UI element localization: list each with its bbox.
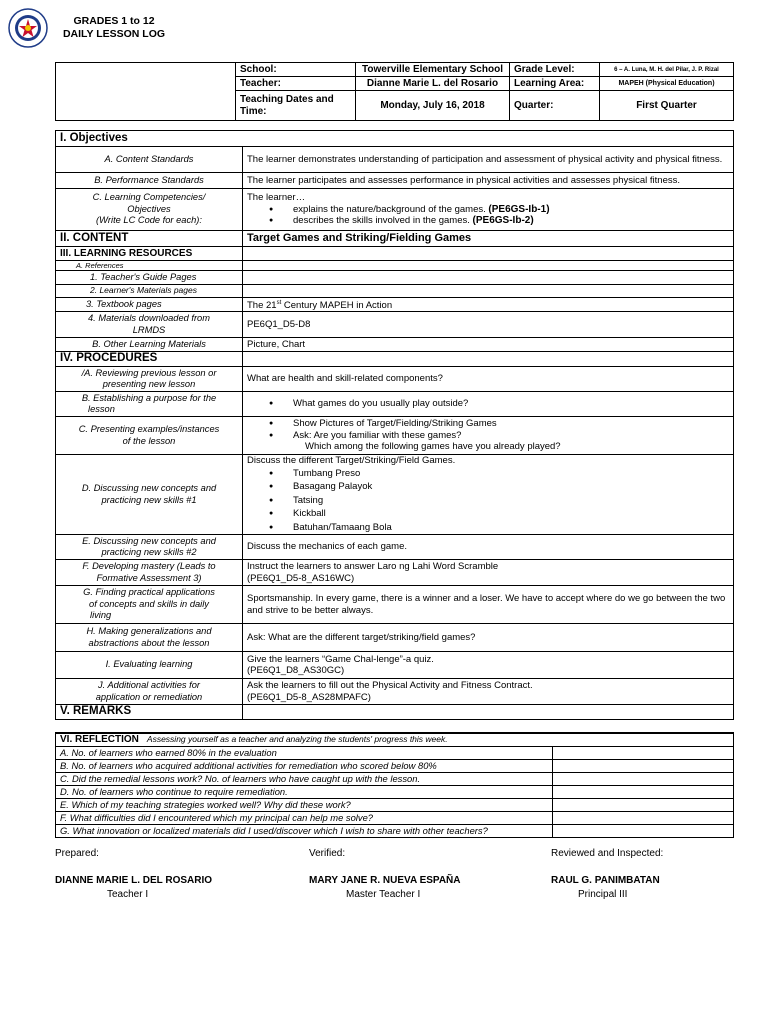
competency-text: explains the nature/background of the games. <box>293 203 486 215</box>
reflection-answer <box>553 772 734 785</box>
prepared-label: Prepared: <box>55 848 99 859</box>
textbook-value-text: The 21 <box>247 299 277 311</box>
remarks-heading: V. REMARKS <box>56 705 243 720</box>
area-value: MAPEH (Physical Education) <box>600 77 734 91</box>
proc-label-line: E. Discussing new concepts and <box>82 535 216 546</box>
references-label: A. References <box>56 261 243 271</box>
proc-e-value: Discuss the mechanics of each game. <box>243 535 734 560</box>
header-logo <box>8 8 48 48</box>
proc-label-line: F. Developing mastery (Leads to <box>82 561 216 572</box>
empty-cell <box>243 705 734 720</box>
reflection-item: C. Did the remedial lessons work? No. of learners who have caught up with the lesson. <box>56 772 553 785</box>
reflection-item: A. No. of learners who earned 80% in the evaluation <box>56 746 553 759</box>
list-item: ● What games do you usually play outside? <box>247 398 729 410</box>
prepared-position: Teacher I <box>107 889 149 900</box>
content-heading: II. CONTENT <box>56 231 243 247</box>
reflection-table <box>55 732 734 838</box>
dates-label: Teaching Dates and Time: <box>236 91 356 121</box>
content-standards-label: A. Content Standards <box>56 147 243 173</box>
proc-label-line: D. Discussing new concepts and <box>81 483 217 494</box>
competencies-value <box>243 189 734 231</box>
proc-e-label <box>56 535 243 560</box>
proc-f-code: (PE6Q1_D5-8_AS16WC) <box>247 572 355 584</box>
lm-pages-label: 2. Learner's Materials pages <box>56 285 243 298</box>
proc-j-value <box>243 679 734 705</box>
tg-pages-label: 1. Teacher's Guide Pages <box>56 271 243 285</box>
proc-label-line: abstractions about the lesson <box>88 637 210 648</box>
reflection-answer <box>553 785 734 798</box>
teacher-value: Dianne Marie L. del Rosario <box>356 77 510 91</box>
competencies-label-line: (Write LC Code for each): <box>96 215 202 226</box>
lesson-table <box>55 130 734 720</box>
proc-j-code: (PE6Q1_D5-8_AS28MPAFC) <box>247 691 371 703</box>
reviewed-label: Reviewed and Inspected: <box>551 848 664 859</box>
proc-j-label <box>56 679 243 705</box>
performance-standards-label: B. Performance Standards <box>56 173 243 189</box>
competencies-label <box>56 189 243 231</box>
title-line2: DAILY LESSON LOG <box>62 28 166 40</box>
list-item: ● Kickball <box>247 507 729 521</box>
lrmds-label <box>56 312 243 338</box>
proc-b-value <box>243 392 734 417</box>
list-item: ● Show Pictures of Target/Fielding/Striking Games <box>247 418 729 430</box>
proc-c-value <box>243 417 734 455</box>
reviewed-position: Principal III <box>578 889 628 900</box>
reflection-answer <box>553 746 734 759</box>
content-standards-value: The learner demonstrates understanding of participation and assessment of physical activity and physical fitness. <box>243 147 734 173</box>
list-item <box>247 215 729 227</box>
textbook-value <box>243 297 734 312</box>
competency-text: describes the skills involved in the games. <box>293 215 470 227</box>
resources-heading: III. LEARNING RESOURCES <box>56 247 243 261</box>
proc-j-line: Ask the learners to fill out the Physical Activity and Fitness Contract. <box>247 680 533 692</box>
proc-h-value: Ask: What are the different target/striking/field games? <box>243 624 734 652</box>
proc-g-label <box>56 586 243 624</box>
list-item <box>247 204 729 216</box>
teacher-label: Teacher: <box>236 77 356 91</box>
proc-label-line: practicing new skills #1 <box>101 494 197 505</box>
grade-label: Grade Level: <box>510 63 600 77</box>
proc-d-label <box>56 455 243 535</box>
reflection-note: Assessing yourself as a teacher and analyzing the students' progress this week. <box>146 734 448 745</box>
proc-b-label <box>56 392 243 417</box>
proc-f-label <box>56 560 243 586</box>
empty-cell <box>243 285 734 298</box>
lrmds-value: PE6Q1_D5-D8 <box>243 312 734 338</box>
school-label: School: <box>236 63 356 77</box>
log-title <box>58 15 170 41</box>
competencies-label-line: Objectives <box>127 203 171 214</box>
proc-d-value <box>243 455 734 535</box>
proc-label-line: H. Making generalizations and <box>86 626 212 637</box>
dates-value: Monday, July 16, 2018 <box>356 91 510 121</box>
reflection-item: E. Which of my teaching strategies worked well? Why did these work? <box>56 798 553 811</box>
reflection-answer <box>553 798 734 811</box>
proc-c-label <box>56 417 243 455</box>
list-item: ● Batuhan/Tamaang Bola <box>247 521 729 535</box>
reflection-answer <box>553 759 734 772</box>
objectives-heading: I. Objectives <box>56 131 734 147</box>
reviewed-name: RAUL G. PANIMBATAN <box>551 875 660 886</box>
proc-label-line: /A. Reviewing previous lesson or <box>81 367 217 378</box>
proc-c-followup: Which among the following games have you already played? <box>305 441 561 453</box>
proc-g-value: Sportsmanship. In every game, there is a winner and a loser. We have to accept where do we go between the two and strive to be better always. <box>243 586 734 624</box>
verified-position: Master Teacher I <box>346 889 421 900</box>
proc-label-line: of concepts and skills in daily <box>89 598 209 609</box>
reflection-item: F. What difficulties did I encountered which my principal can help me solve? <box>56 811 553 824</box>
proc-label-line: J. Additional activities for <box>98 680 200 691</box>
list-item: ● Ask: Are you familiar with these games? <box>247 430 729 442</box>
area-label: Learning Area: <box>510 77 600 91</box>
proc-label-line: C. Presenting examples/instances <box>78 424 220 435</box>
title-line1: GRADES 1 to 12 <box>73 15 155 27</box>
proc-label-line: living <box>90 610 112 621</box>
proc-d-intro: Discuss the different Target/Striking/Field Games. <box>247 455 456 467</box>
reflection-heading <box>56 733 734 746</box>
school-value: Towerville Elementary School <box>356 63 510 77</box>
empty-cell <box>243 247 734 261</box>
header-table <box>55 62 734 121</box>
proc-a-value: What are health and skill-related components? <box>243 367 734 392</box>
quarter-value: First Quarter <box>600 91 734 121</box>
empty-cell <box>243 261 734 271</box>
content-value: Target Games and Striking/Fielding Games <box>243 231 734 247</box>
proc-label-line: of the lesson <box>122 435 176 446</box>
proc-label-line: presenting new lesson <box>102 379 196 390</box>
textbook-value-text: Century MAPEH in Action <box>281 299 393 311</box>
performance-standards-value: The learner participates and assesses performance in physical activities and assesses physical fitness. <box>243 173 734 189</box>
empty-cell <box>243 271 734 285</box>
list-item: ● Tatsing <box>247 494 729 508</box>
deped-seal-icon <box>8 8 48 48</box>
empty-cell <box>243 352 734 367</box>
competency-code: (PE6GS-Ib-2) <box>472 215 534 227</box>
competencies-label-line: C. Learning Competencies/ <box>92 192 206 203</box>
proc-label-line: B. Establishing a purpose for the <box>81 392 217 403</box>
verified-name: MARY JANE R. NUEVA ESPAÑA <box>309 875 461 886</box>
proc-a-label <box>56 367 243 392</box>
lrmds-label-line: 4. Materials downloaded from <box>88 313 210 324</box>
other-materials-label: B. Other Learning Materials <box>56 338 243 352</box>
reflection-item: B. No. of learners who acquired additional activities for remediation who scored below 80% <box>56 759 553 772</box>
reflection-item: D. No. of learners who continue to require remediation. <box>56 785 553 798</box>
textbook-label: 3. Textbook pages <box>56 297 243 312</box>
proc-label-line: G. Finding practical applications <box>83 587 215 598</box>
competency-code: (PE6GS-Ib-1) <box>488 203 550 215</box>
reflection-item: G. What innovation or localized materials did I used/discover which I wish to share with other teachers? <box>56 824 553 837</box>
list-item: ● Basagang Palayok <box>247 480 729 494</box>
competencies-intro: The learner… <box>247 192 306 204</box>
proc-i-code: (PE6Q1_D8_AS30GC) <box>247 665 345 677</box>
proc-i-label: I. Evaluating learning <box>56 652 243 679</box>
list-item: ● Tumbang Preso <box>247 467 729 481</box>
proc-label-line: practicing new skills #2 <box>101 547 197 558</box>
proc-label-line: application or remediation <box>95 691 203 702</box>
reflection-answer <box>553 824 734 837</box>
other-materials-value: Picture, Chart <box>243 338 734 352</box>
proc-label-line: Formative Assessment 3) <box>96 572 202 583</box>
grade-value: 6 – A. Luna, M. H. del Pilar, J. P. Rizal <box>600 63 734 77</box>
proc-f-value <box>243 560 734 586</box>
header-logo-cell <box>56 63 236 121</box>
textbook-value-sup: st <box>276 299 282 306</box>
quarter-label: Quarter: <box>510 91 600 121</box>
verified-label: Verified: <box>309 848 346 859</box>
proc-i-value <box>243 652 734 679</box>
procedures-heading: IV. PROCEDURES <box>56 352 243 367</box>
prepared-name: DIANNE MARIE L. DEL ROSARIO <box>55 875 213 886</box>
proc-h-label <box>56 624 243 652</box>
reflection-answer <box>553 811 734 824</box>
lrmds-label-line: LRMDS <box>132 324 166 335</box>
proc-f-line: Instruct the learners to answer Laro ng Lahi Word Scramble <box>247 561 499 573</box>
reflection-title: VI. REFLECTION <box>60 734 139 746</box>
proc-i-line: Give the learners “Game Chal-lenge”-a quiz. <box>247 653 434 665</box>
proc-label-line: lesson <box>88 404 115 415</box>
